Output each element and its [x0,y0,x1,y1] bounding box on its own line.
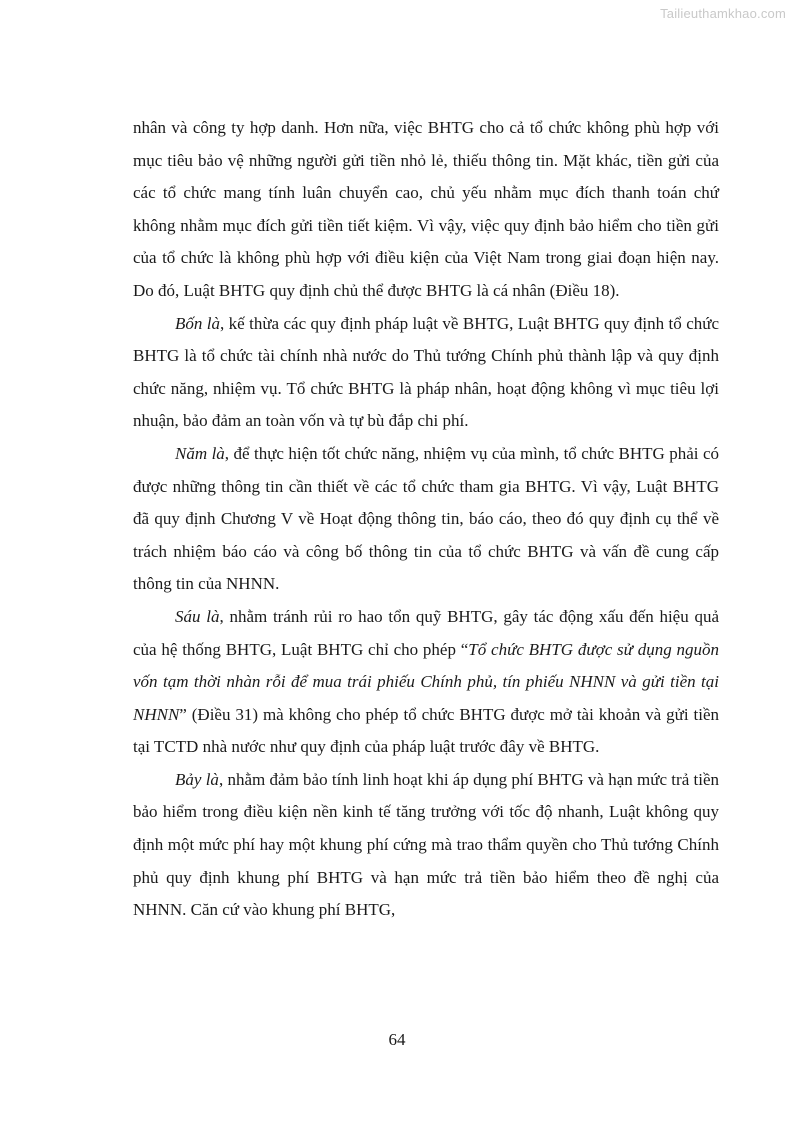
watermark-text: Tailieuthamkhao.com [660,6,786,21]
paragraph-quote: Tổ chức BHTG được sử dụng nguồn vốn tạm thời nhàn rỗi để mua trái phiếu Chính phủ, tín phiếu NHNN và gửi tiền tại NHNN [133,639,719,724]
document-body [133,112,719,927]
paragraph-nam-la [133,438,719,601]
paragraph-lead: Bốn là [175,313,221,333]
paragraph-tail: ” (Điều 31) mà không cho phép tổ chức BHTG được mở tài khoản và gửi tiền tại TCTD nhà nước như quy định của pháp luật trước đây về BHTG. [133,704,719,757]
paragraph-text: , để thực hiện tốt chức năng, nhiệm vụ của mình, tổ chức BHTG phải có được những thông tin cần thiết về các tổ chức tham gia BHTG. Vì vậy, Luật BHTG đã quy định Chương V về Hoạt động thông tin, báo cáo, theo đó quy định cụ thể về trách nhiệm báo cáo và công bố thông tin của tổ chức BHTG và vấn đề cung cấp thông tin của NHNN. [133,443,719,594]
paragraph-bay-la [133,764,719,927]
paragraph-lead: Sáu là [175,606,220,626]
paragraph-text: , nhằm đảm bảo tính linh hoạt khi áp dụng phí BHTG và hạn mức trả tiền bảo hiểm trong điều kiện nền kinh tế tăng trưởng với tốc độ nhanh, Luật không quy định một mức phí hay một khung phí cứng mà trao thẩm quyền cho Thủ tướng Chính phủ quy định khung phí BHTG và hạn mức trả tiền bảo hiểm theo đề nghị của NHNN. Căn cứ vào khung phí BHTG, [133,769,720,920]
paragraph-continuation [133,112,719,308]
paragraph-text: nhân và công ty hợp danh. Hơn nữa, việc BHTG cho cả tổ chức không phù hợp với mục tiêu bảo vệ những người gửi tiền nhỏ lẻ, thiếu thông tin. Mặt khác, tiền gửi của các tổ chức mang tính luân chuyển cao, chủ yếu nhằm mục đích thanh toán chứ không nhằm mục đích gửi tiền tiết kiệm. Vì vậy, việc quy định bảo hiểm cho tiền gửi của tổ chức là không phù hợp với điều kiện của Việt Nam trong giai đoạn hiện nay. Do đó, Luật BHTG quy định chủ thể được BHTG là cá nhân (Điều 18). [133,118,719,300]
paragraph-lead: Năm là [175,443,225,463]
paragraph-text: , nhằm tránh rủi ro hao tổn quỹ BHTG, gây tác động xấu đến hiệu quả của hệ thống BHTG, Luật BHTG chỉ cho phép “ [133,606,719,659]
paragraph-sau-la [133,601,719,764]
paragraph-lead: Bảy là [175,769,219,789]
paragraph-text: , kế thừa các quy định pháp luật về BHTG, Luật BHTG quy định tổ chức BHTG là tổ chức tài chính nhà nước do Thủ tướng Chính phủ thành lập và quy định chức năng, nhiệm vụ. Tổ chức BHTG là pháp nhân, hoạt động không vì mục tiêu lợi nhuận, bảo đảm an toàn vốn và tự bù đắp chi phí. [133,313,719,431]
page-number: 64 [388,1030,406,1049]
paragraph-bon-la [133,308,719,438]
